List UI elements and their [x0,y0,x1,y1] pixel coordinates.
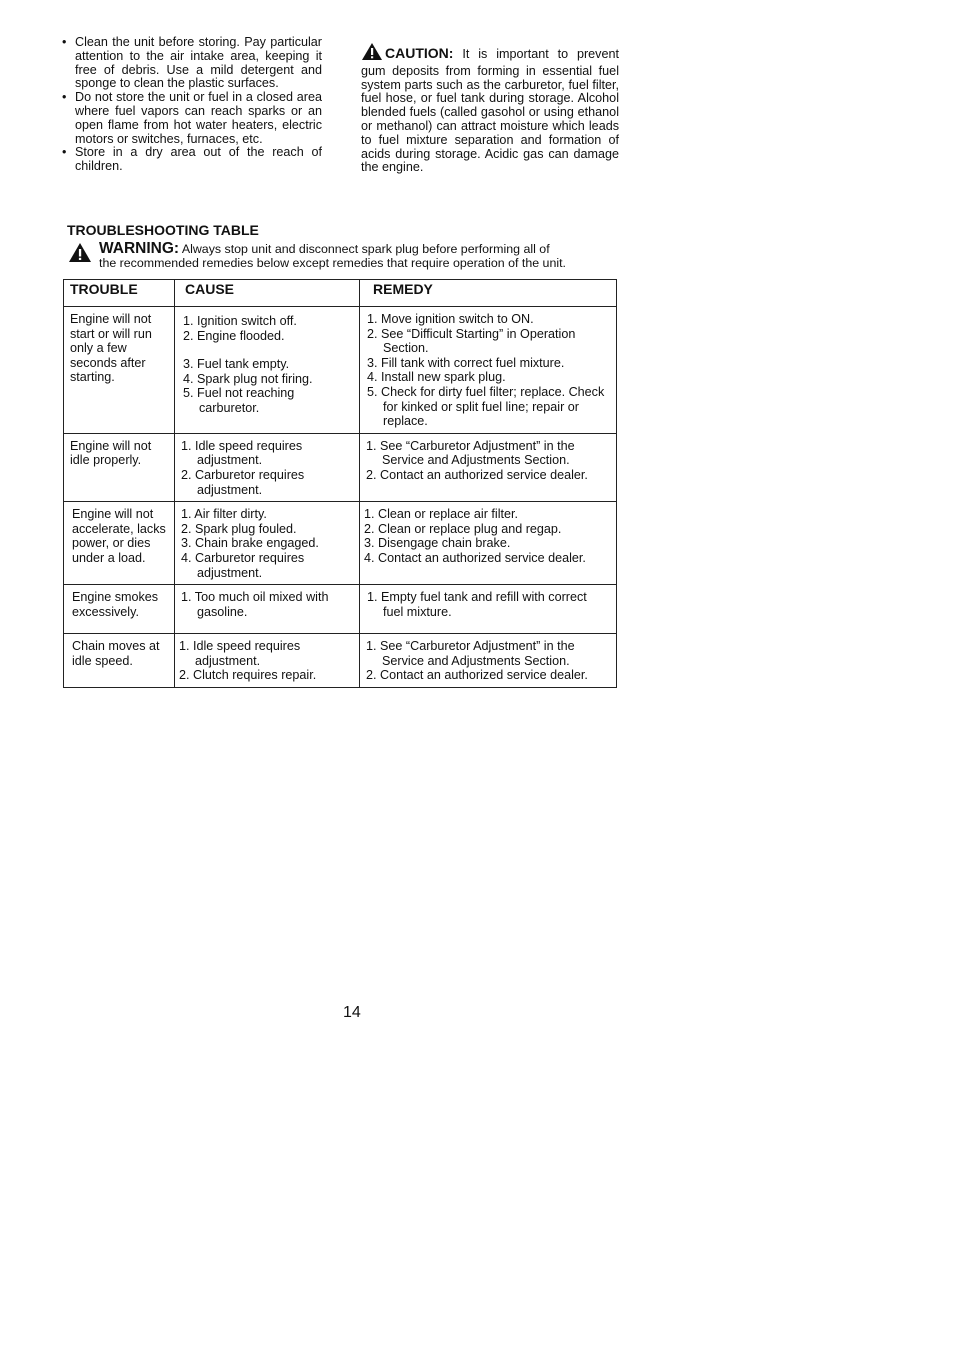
caution-text: It is important to prevent gum deposits from forming in essential fuel system parts such as the carburetor, fuel filter, fuel hose, or fuel tank during storage. Alcohol blended fuels (called gasohol or using ethanol or methanol) can attract moisture which leads to fuel mixture separation and formation of acids during storage. Acidic gas can damage the engine. [361,47,619,175]
table-row [64,502,617,585]
trouble-cell: Engine will not accelerate, lacks power, or dies under a load. [64,502,175,585]
table-row [64,585,617,634]
section-title: TROUBLESHOOTING TABLE [67,222,259,238]
cause-cell: 1. Idle speed requires adjustment. 2. Clutch requires repair. [175,634,360,688]
trouble-cell: Engine smokes excessively. [64,585,175,634]
storage-bullet-list [60,36,322,174]
cause-cell: 1. Too much oil mixed with gasoline. [175,585,360,634]
warning-text-line1: Always stop unit and disconnect spark plug before performing all of [181,242,550,256]
trouble-cell: Chain moves at idle speed. [64,634,175,688]
warning-triangle-icon [68,242,92,266]
cause-cell: 1. Idle speed requires adjustment. 2. Carburetor requires adjustment. [175,433,360,501]
warning-note [68,242,618,270]
warning-label: WARNING: [99,240,180,257]
list-item: • Clean the unit before storing. Pay particular attention to the air intake area, keeping it free of debris. Use a mild detergent and sponge to clean the plastic surfaces. [62,35,322,91]
cause-cell: 1. Air filter dirty. 2. Spark plug fouled. 3. Chain brake engaged. 4. Carburetor requires adjustment. [175,502,360,585]
warning-text-line2: the recommended remedies below except remedies that require operation of the unit. [99,256,566,270]
list-item: • Store in a dry area out of the reach of children. [62,145,322,174]
list-item: • Do not store the unit or fuel in a closed area where fuel vapors can reach sparks or an open flame from hot water heaters, electric motors or switches, furnaces, etc. [62,90,322,146]
header-remedy: REMEDY [360,280,617,307]
table-row [64,634,617,688]
cause-cell: 1. Ignition switch off. 2. Engine flooded. 3. Fuel tank empty. 4. Spark plug not firing. 5. Fuel not reaching carburetor. [175,307,360,434]
remedy-cell: 1. See “Carburetor Adjustment” in the Service and Adjustments Section. 2. Contact an authorized service dealer. [360,634,617,688]
table-row [64,433,617,501]
trouble-cell: Engine will not start or will run only a few seconds after starting. [64,307,175,434]
table-header-row [64,280,617,307]
header-trouble: TROUBLE [64,280,175,307]
remedy-cell: 1. Empty fuel tank and refill with correct fuel mixture. [360,585,617,634]
trouble-cell: Engine will not idle properly. [64,433,175,501]
troubleshooting-table [63,279,617,688]
warning-triangle-icon [361,42,383,65]
remedy-cell: 1. See “Carburetor Adjustment” in the Service and Adjustments Section. 2. Contact an authorized service dealer. [360,433,617,501]
caution-label: CAUTION: [385,45,454,61]
page-number: 14 [343,1004,361,1021]
header-cause: CAUSE [175,280,360,307]
table-row [64,307,617,434]
caution-note [361,42,619,175]
remedy-cell: 1. Move ignition switch to ON. 2. See “Difficult Starting” in Operation Section. 3. Fill tank with correct fuel mixture. 4. Install new spark plug. 5. Check for dirty fuel filter; replace. Check for kinked or split fuel line; repair or replace. [360,307,617,434]
remedy-cell: 1. Clean or replace air filter. 2. Clean or replace plug and regap. 3. Disengage chain brake. 4. Contact an authorized service dealer. [360,502,617,585]
